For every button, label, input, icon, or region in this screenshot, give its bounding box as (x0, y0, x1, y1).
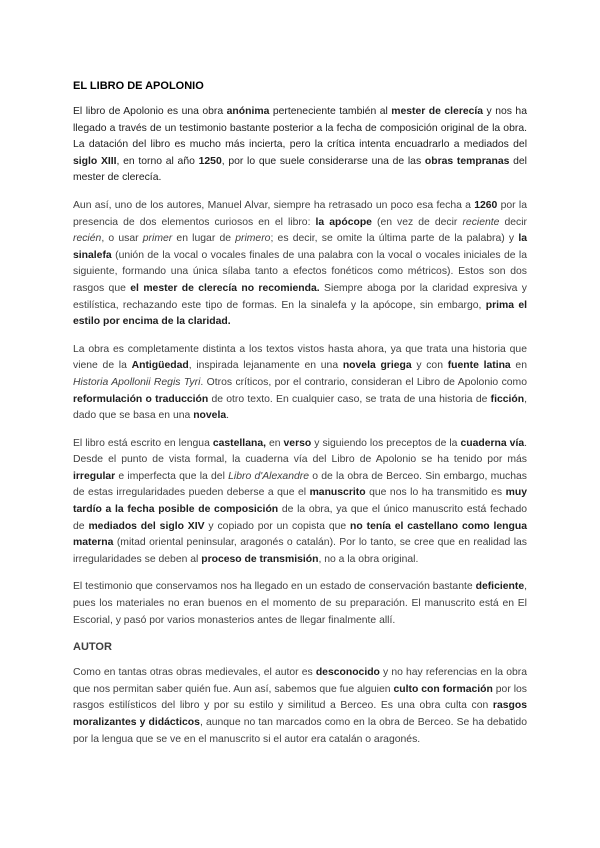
text-run: de otro texto. En cualquier caso, se trata de una historia de (208, 393, 491, 405)
bold-run: deficiente (475, 581, 525, 593)
bold-run: novela griega (342, 360, 412, 372)
text-run: Siempre aboga por la claridad expresiva y estilística, rechazando este tipo de formas. En la sinalefa y la apócope, sin embargo, (73, 282, 527, 311)
text-run: y no hay referencias en la obra que nos permitan saber quién fue. Aun así, sabemos que fue alguien (73, 667, 527, 695)
text-run: , aunque no tan marcados como en la obra de Berceo. Se ha debatido por la lengua que se ve en el manuscrito si el autor era catalán o aragonés. (73, 717, 527, 745)
bold-run: el mester de clerecía no recomienda. (130, 282, 320, 294)
paragraph-testimony (73, 579, 527, 629)
bold-run: desconocido (315, 667, 380, 679)
text-run: perteneciente también al (269, 106, 392, 117)
text-run: en (510, 360, 527, 372)
bold-run: no tenía el castellano como lengua materna (73, 520, 528, 549)
text-run: e imperfecta que la del (115, 470, 229, 482)
paragraph-author (73, 665, 527, 748)
text-run: Como en tantas otras obras medievales, el autor es (73, 667, 316, 679)
bold-run: manuscrito (309, 487, 366, 499)
text-run: (unión de la vocal o vocales finales de una palabra con la vocal o vocales iniciales de la siguiente, formando una única sílaba tanto a efectos fonéticos como métricos). Estos son dos rasgos que (73, 249, 527, 294)
bold-run: Antigüedad (131, 360, 189, 372)
text-run: , dado que se basa en una (73, 393, 528, 422)
italic-run: primero (235, 233, 271, 245)
bold-run: mester de clerecía (391, 106, 484, 117)
paragraph-intro (73, 104, 527, 187)
italic-run: primer (142, 233, 173, 245)
text-run: . Desde el punto de vista formal, la cuaderna vía del Libro de Apolonio se ha tenido por más (73, 437, 527, 466)
text-run: . (226, 410, 229, 422)
text-run: en (265, 437, 284, 449)
bold-run: anónima (226, 106, 270, 117)
text-run: El libro está escrito en lengua (73, 437, 213, 449)
bold-run: cuaderna vía (460, 437, 525, 449)
bold-run: rasgos moralizantes y didácticos (73, 700, 527, 728)
italic-run: reciente (462, 216, 500, 228)
italic-run: recién (73, 233, 102, 245)
text-run: El libro de Apolonio es una obra (73, 106, 227, 117)
text-run: , en torno al año (116, 155, 199, 167)
bold-run: prima el estilo por encima de la claridad. (73, 299, 527, 328)
text-run: decir (499, 216, 527, 228)
text-run: por la presencia de dos elementos curiosos en el libro: (73, 199, 527, 228)
text-run: Aun así, uno de los autores, Manuel Alvar, siempre ha retrasado un poco esa fecha a (73, 199, 475, 211)
bold-run: novela (193, 410, 227, 422)
bold-run: mediados del siglo XIV (88, 520, 205, 532)
text-run: . Otros críticos, por el contrario, consideran el Libro de Apolonio como (200, 376, 527, 388)
bold-run: reformulación o traducción (73, 393, 209, 405)
text-run: (mitad oriental peninsular, aragonés o catalán). Por lo tanto, se cree que en realidad las irregularidades se deben al (73, 537, 527, 565)
text-run: por los rasgos estilísticos del libro y por su estilo y similitud a Berceo. Es una obra culta con (73, 683, 527, 712)
text-run: , o usar (101, 233, 143, 245)
text-run: en lugar de (172, 233, 236, 245)
text-run: , por lo que suele considerarse una de las (221, 155, 425, 167)
text-run: (en vez de decir (371, 216, 463, 228)
paragraph-origin (73, 342, 527, 425)
section-heading-autor: AUTOR (73, 641, 112, 654)
document-title: EL LIBRO DE APOLONIO (73, 80, 204, 92)
text-run: que nos lo ha transmitido es (365, 487, 506, 499)
bold-run: castellana, (212, 437, 266, 449)
italic-run: Libro d'Alexandre (228, 470, 310, 482)
bold-run: la sinalefa (73, 233, 527, 261)
text-run: del mester de clerecía. (73, 155, 527, 184)
text-run: El testimonio que conservamos nos ha llegado en un estado de conservación bastante (73, 581, 476, 593)
bold-run: proceso de transmisión (201, 553, 319, 565)
italic-run: Historia Apollonii Regis Tyri (73, 376, 201, 388)
bold-run: ficción (490, 393, 525, 405)
text-run: y nos ha llegado a través de un testimonio bastante posterior a la fecha de composición original de la obra. La datación del libro es mucho más incierta, pero la crítica intenta encuadrarlo a mediados del (73, 106, 527, 151)
bold-run: 1260 (474, 199, 498, 211)
paragraph-dating (73, 198, 527, 331)
text-run: , pues los materiales no eran buenos en el momento de su preparación. El manuscrito está en El Escorial, y pasó por varios monasterios antes de llegar finalmente allí. (73, 581, 527, 626)
bold-run: muy tardío a la fecha posible de composición (73, 487, 527, 516)
text-run: y siguiendo los preceptos de la (311, 437, 461, 449)
text-run: ; es decir, se omite la última parte de la palabra) y (270, 233, 519, 245)
text-run: , inspirada lejanamente en una (188, 360, 343, 372)
bold-run: obras tempranas (424, 155, 510, 167)
text-run: y copiado por un copista que (204, 520, 351, 532)
bold-run: la apócope (315, 216, 372, 228)
bold-run: 1250 (198, 155, 222, 167)
text-run: de la obra, ya que el único manuscrito está fechado de (73, 504, 528, 532)
bold-run: irregular (73, 470, 116, 482)
bold-run: culto con formación (393, 683, 493, 695)
bold-run: verso (283, 437, 312, 449)
text-run: , no a la obra original. (318, 553, 419, 565)
bold-run: siglo XIII (73, 155, 117, 167)
text-run: o de la obra de Berceo. Sin embargo, muchas de estas irregularidades pueden deberse a que el (73, 470, 527, 499)
text-run: La obra es completamente distinta a los textos vistos hasta ahora, ya que trata una historia que viene de la (73, 343, 527, 372)
paragraph-language (73, 436, 527, 569)
bold-run: fuente latina (447, 360, 511, 372)
text-run: y con (411, 360, 448, 372)
